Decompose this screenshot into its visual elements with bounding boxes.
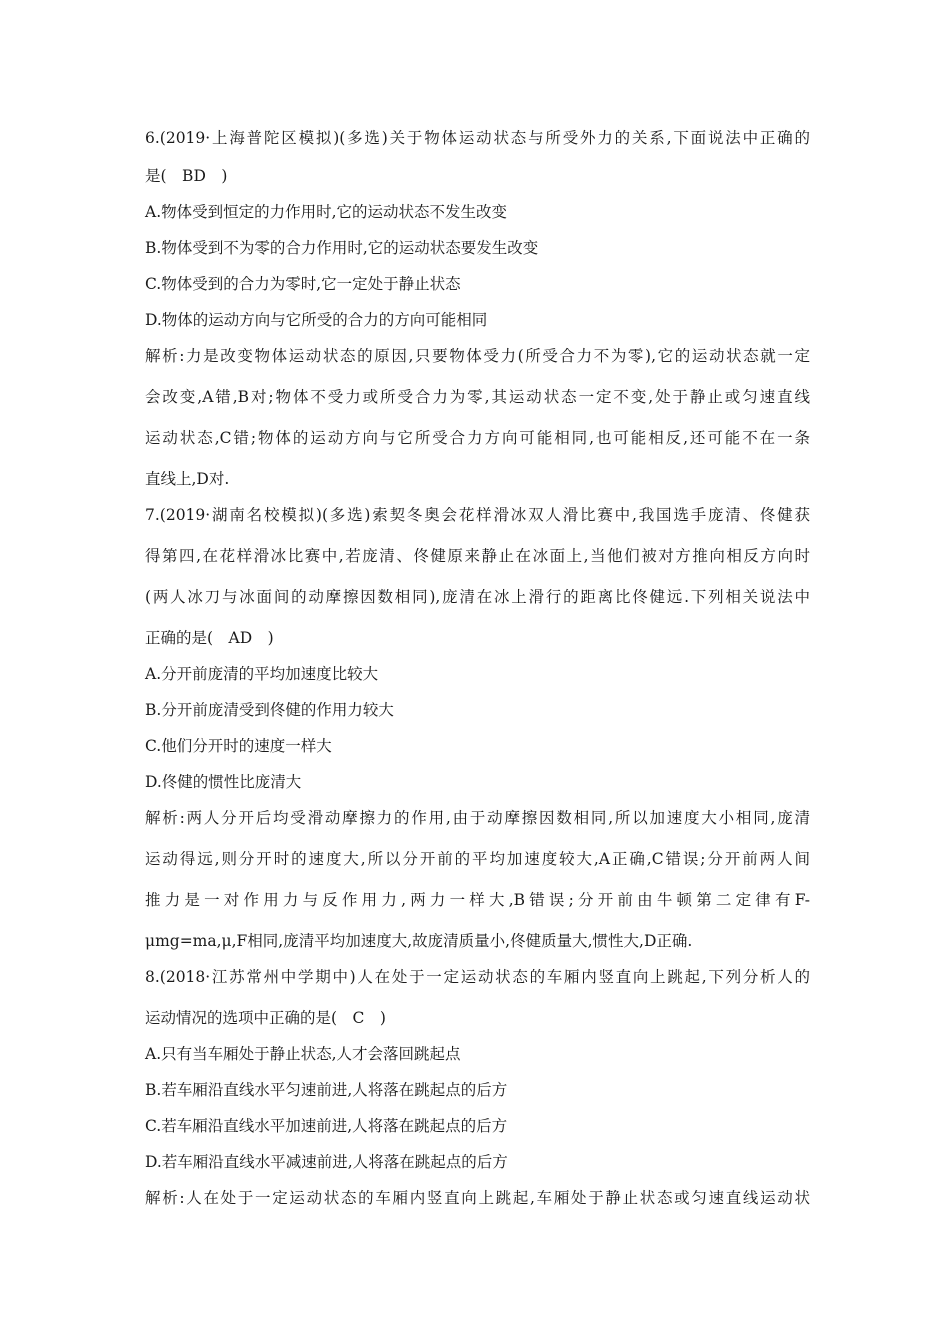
q7-option-b: B.分开前庞清受到佟健的作用力较大 [145, 701, 394, 719]
q6-option-a: A.物体受到恒定的力作用时,它的运动状态不发生改变 [145, 203, 508, 221]
q7-stem-line1: 7.(2019·湖南名校模拟)(多选)索契冬奥会花样滑冰双人滑比赛中,我国选手庞清、佟健获 [145, 506, 810, 524]
q6-option-c: C.物体受到的合力为零时,它一定处于静止状态 [145, 275, 461, 293]
q6-option-b: B.物体受到不为零的合力作用时,它的运动状态要发生改变 [145, 239, 539, 257]
q7-analysis-line1: 解析:两人分开后均受滑动摩擦力的作用,由于动摩擦因数相同,所以加速度大小相同,庞清 [145, 809, 810, 827]
q7-analysis-line3: 推力是一对作用力与反作用力,两力一样大,B错误;分开前由牛顿第二定律有F- [145, 891, 810, 909]
q6-analysis-line4: 直线上,D对. [145, 470, 230, 488]
q6-stem-line1: 6.(2019·上海普陀区模拟)(多选)关于物体运动状态与所受外力的关系,下面说法中正确的 [145, 129, 810, 147]
q6-option-d: D.物体的运动方向与它所受的合力的方向可能相同 [145, 311, 488, 329]
q7-option-c: C.他们分开时的速度一样大 [145, 737, 332, 755]
q8-analysis-line1: 解析:人在处于一定运动状态的车厢内竖直向上跳起,车厢处于静止状态或匀速直线运动状 [145, 1189, 810, 1207]
q7-option-a: A.分开前庞清的平均加速度比较大 [145, 665, 379, 683]
q7-stem-line3: (两人冰刀与冰面间的动摩擦因数相同),庞清在冰上滑行的距离比佟健远.下列相关说法中 [145, 588, 810, 606]
q8-option-c: C.若车厢沿直线水平加速前进,人将落在跳起点的后方 [145, 1117, 508, 1135]
q7-stem-line4-answer: 正确的是( AD ) [145, 629, 274, 647]
q7-analysis-line2: 运动得远,则分开时的速度大,所以分开前的平均加速度较大,A正确,C错误;分开前两人间 [145, 850, 810, 868]
q6-analysis-line3: 运动状态,C错;物体的运动方向与它所受合力方向可能相同,也可能相反,还可能不在一条 [145, 429, 810, 447]
q8-stem-line2-answer: 运动情况的选项中正确的是( C ) [145, 1009, 386, 1027]
q8-option-b: B.若车厢沿直线水平匀速前进,人将落在跳起点的后方 [145, 1081, 508, 1099]
q7-stem-line2: 得第四,在花样滑冰比赛中,若庞清、佟健原来静止在冰面上,当他们被对方推向相反方向时 [145, 547, 810, 565]
q8-stem-line1: 8.(2018·江苏常州中学期中)人在处于一定运动状态的车厢内竖直向上跳起,下列分析人的 [145, 968, 810, 986]
q8-option-a: A.只有当车厢处于静止状态,人才会落回跳起点 [145, 1045, 461, 1063]
q6-analysis-line1: 解析:力是改变物体运动状态的原因,只要物体受力(所受合力不为零),它的运动状态就一定 [145, 347, 810, 365]
q8-option-d: D.若车厢沿直线水平减速前进,人将落在跳起点的后方 [145, 1153, 508, 1171]
q7-analysis-line4: μmg=ma,μ,F相同,庞清平均加速度大,故庞清质量小,佟健质量大,惯性大,D正确. [145, 932, 693, 950]
q7-option-d: D.佟健的惯性比庞清大 [145, 773, 302, 791]
q6-stem-line2-answer: 是( BD ) [145, 167, 228, 185]
q6-analysis-line2: 会改变,A错,B对;物体不受力或所受合力为零,其运动状态一定不变,处于静止或匀速直线 [145, 388, 810, 406]
